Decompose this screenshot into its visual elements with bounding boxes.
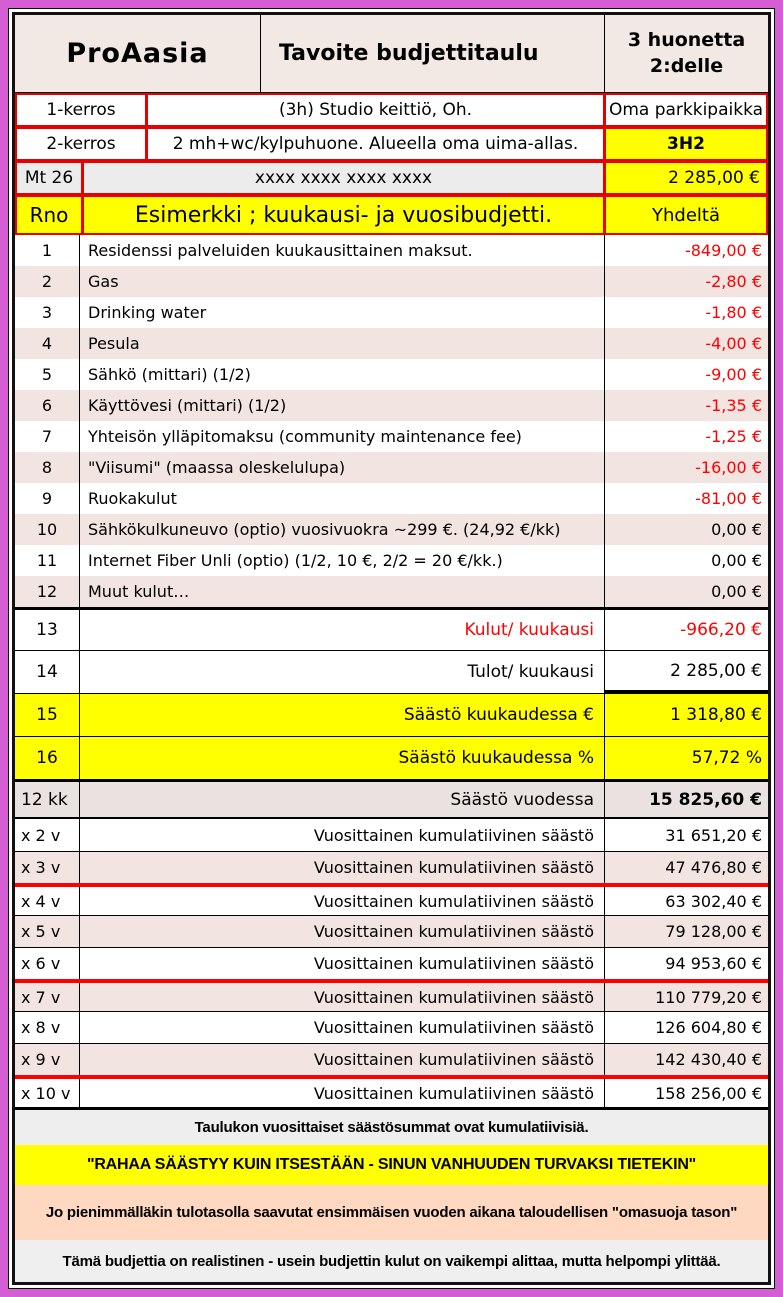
expense-value: -81,00 € — [604, 483, 768, 514]
expense-value: -16,00 € — [604, 452, 768, 483]
expense-label: Sähkö (mittari) (1/2) — [88, 365, 251, 384]
income-masked-number: xxxx xxxx xxxx xxxx — [82, 161, 605, 195]
expense-label: Muut kulut… — [88, 582, 190, 601]
row-number: 5 — [15, 359, 80, 390]
row-number: 12 kk — [15, 782, 80, 817]
expense-label: "Viisumi" (maassa oleskelulupa) — [88, 458, 346, 477]
floor2-label: 2-kerros — [15, 127, 147, 161]
expense-value: -1,80 € — [604, 297, 768, 328]
cumulative-label: Vuosittainen kumulatiivinen säästö — [313, 954, 594, 973]
row-number: 9 — [15, 483, 80, 514]
row-number: 3 — [15, 297, 80, 328]
table-row — [15, 452, 768, 483]
row-number: 11 — [15, 545, 80, 576]
yearly-label: Säästö vuodessa — [450, 789, 594, 810]
row-number: 2 — [15, 266, 80, 297]
note-realistic-budget: Tämä budjettia on realistinen - usein budjettin kulut on vaikempi alittaa, mutta helpompi ylittää. — [15, 1240, 768, 1282]
row-number: x 6 v — [15, 948, 80, 979]
column-header-amount: Yhdeltä — [604, 195, 768, 235]
expense-label: Pesula — [88, 334, 140, 353]
table-row — [15, 1011, 768, 1043]
row-number: x 5 v — [15, 916, 80, 947]
table-row — [15, 483, 768, 514]
expense-label: Ruokakulut — [88, 489, 177, 508]
expense-value: 0,00 € — [604, 514, 768, 545]
income-label: Mt 26 — [15, 161, 83, 195]
summary-label: Säästö kuukaudessa € — [403, 705, 594, 725]
floor1-description: (3h) Studio keittiö, Oh. — [146, 93, 605, 127]
expense-label: Residenssi palveluiden kuukausittainen maksut. — [88, 241, 473, 260]
table-row — [15, 650, 768, 693]
sheet-title: Tavoite budjettitaulu — [260, 15, 604, 92]
row-number: x 10 v — [15, 1079, 80, 1107]
floor2-row — [15, 127, 768, 161]
expense-label: Käyttövesi (mittari) (1/2) — [88, 396, 287, 415]
cumulative-value: 31 651,20 € — [604, 819, 768, 851]
expense-label: Gas — [88, 272, 119, 291]
table-row — [15, 819, 768, 851]
row-number: 13 — [15, 610, 80, 650]
row-number: x 9 v — [15, 1044, 80, 1075]
cumulative-label: Vuosittainen kumulatiivinen säästö — [313, 891, 594, 911]
table-row — [15, 947, 768, 979]
table-row — [15, 514, 768, 545]
expense-value: -849,00 € — [604, 235, 768, 266]
table-row — [15, 1075, 768, 1107]
brand-title: ProAasia — [66, 38, 209, 69]
cumulative-value: 79 128,00 € — [604, 916, 768, 947]
budget-sheet — [8, 8, 775, 1289]
yearly-savings-row — [15, 779, 768, 819]
floor2-description: 2 mh+wc/kylpuhuone. Alueella oma uima-allas. — [146, 127, 605, 161]
row-number: 12 — [15, 576, 80, 607]
table-row — [15, 390, 768, 421]
table-row — [15, 235, 768, 266]
cumulative-value: 110 779,20 € — [604, 983, 768, 1011]
title-header-row — [15, 15, 768, 93]
expense-label: Yhteisön ylläpitomaksu (community maintenance fee) — [88, 427, 522, 446]
floor2-note: 3H2 — [604, 127, 768, 161]
table-row — [15, 607, 768, 650]
column-header-rno: Rno — [15, 195, 83, 235]
cumulative-label: Vuosittainen kumulatiivinen säästö — [313, 825, 594, 845]
cumulative-label: Vuosittainen kumulatiivinen säästö — [313, 1018, 594, 1037]
note-first-year: Jo pienimmälläkin tulotasolla saavutat ensimmäisen vuoden aikana taloudellisen "omasuoja tason" — [15, 1185, 768, 1240]
summary-value: -966,20 € — [604, 610, 768, 650]
cumulative-label: Vuosittainen kumulatiivinen säästö — [313, 858, 594, 877]
table-row — [15, 576, 768, 607]
summary-value: 1 318,80 € — [604, 694, 768, 736]
row-number: 16 — [15, 737, 80, 779]
table-row — [15, 736, 768, 779]
row-number: 10 — [15, 514, 80, 545]
yearly-value: 15 825,60 € — [604, 782, 768, 817]
cumulative-value: 142 430,40 € — [604, 1044, 768, 1075]
cumulative-value: 94 953,60 € — [604, 948, 768, 979]
summary-value: 57,72 % — [604, 737, 768, 779]
table-row — [15, 693, 768, 736]
cumulative-label: Vuosittainen kumulatiivinen säästö — [313, 1083, 594, 1103]
summary-label: Säästö kuukaudessa % — [398, 748, 594, 768]
row-number: x 7 v — [15, 983, 80, 1011]
row-number: x 3 v — [15, 852, 80, 883]
expense-value: -4,00 € — [604, 328, 768, 359]
row-number: 14 — [15, 651, 80, 693]
row-number: x 4 v — [15, 887, 80, 915]
income-amount: 2 285,00 € — [604, 161, 768, 195]
budget-table — [12, 12, 771, 1285]
table-row — [15, 266, 768, 297]
expense-value: 0,00 € — [604, 576, 768, 607]
unit-description — [604, 15, 768, 92]
cumulative-value: 63 302,40 € — [604, 887, 768, 915]
summary-value: 2 285,00 € — [604, 651, 768, 693]
table-row — [15, 545, 768, 576]
expense-value: -1,35 € — [604, 390, 768, 421]
note-cumulative-info: Taulukon vuosittaiset säästösummat ovat kumulatiivisiä. — [15, 1107, 768, 1145]
unit-line2: 2:delle — [649, 54, 724, 77]
row-number: 6 — [15, 390, 80, 421]
table-row — [15, 979, 768, 1011]
cumulative-value: 158 256,00 € — [604, 1079, 768, 1107]
expense-value: -2,80 € — [604, 266, 768, 297]
expense-label: Sähkökulkuneuvo (optio) vuosivuokra ~299 €. (24,92 €/kk) — [88, 520, 561, 539]
expense-value: -9,00 € — [604, 359, 768, 390]
floor1-label: 1-kerros — [15, 93, 147, 127]
table-row — [15, 328, 768, 359]
note-slogan: "RAHAA SÄÄSTYY KUIN ITSESTÄÄN - SINUN VANHUUDEN TURVAKSI TIETEKIN" — [15, 1145, 768, 1185]
table-row — [15, 883, 768, 915]
row-number: x 2 v — [15, 819, 80, 851]
row-number: 1 — [15, 235, 80, 266]
cumulative-value: 47 476,80 € — [604, 852, 768, 883]
summary-label: Kulut/ kuukausi — [464, 620, 594, 640]
row-number: x 8 v — [15, 1012, 80, 1043]
table-row — [15, 851, 768, 883]
floor1-note: Oma parkkipaikka — [604, 93, 768, 127]
row-number: 8 — [15, 452, 80, 483]
expense-value: 0,00 € — [604, 545, 768, 576]
row-number: 15 — [15, 694, 80, 736]
cumulative-label: Vuosittainen kumulatiivinen säästö — [313, 922, 594, 941]
table-row — [15, 297, 768, 328]
table-row — [15, 421, 768, 452]
cumulative-label: Vuosittainen kumulatiivinen säästö — [313, 1050, 594, 1069]
income-row — [15, 161, 768, 195]
cumulative-label: Vuosittainen kumulatiivinen säästö — [313, 987, 594, 1007]
row-number: 7 — [15, 421, 80, 452]
budget-header-row — [15, 195, 768, 235]
table-row — [15, 1043, 768, 1075]
table-row — [15, 915, 768, 947]
expense-label: Internet Fiber Unli (optio) (1/2, 10 €, 2/2 = 20 €/kk.) — [88, 551, 503, 570]
summary-label: Tulot/ kuukausi — [467, 662, 594, 682]
cumulative-value: 126 604,80 € — [604, 1012, 768, 1043]
budget-title: Esimerkki ; kuukausi- ja vuosibudjetti. — [82, 195, 605, 235]
unit-line1: 3 huonetta — [627, 28, 746, 51]
table-row — [15, 359, 768, 390]
row-number: 4 — [15, 328, 80, 359]
floor1-row — [15, 93, 768, 127]
expense-value: -1,25 € — [604, 421, 768, 452]
expense-label: Drinking water — [88, 303, 207, 322]
